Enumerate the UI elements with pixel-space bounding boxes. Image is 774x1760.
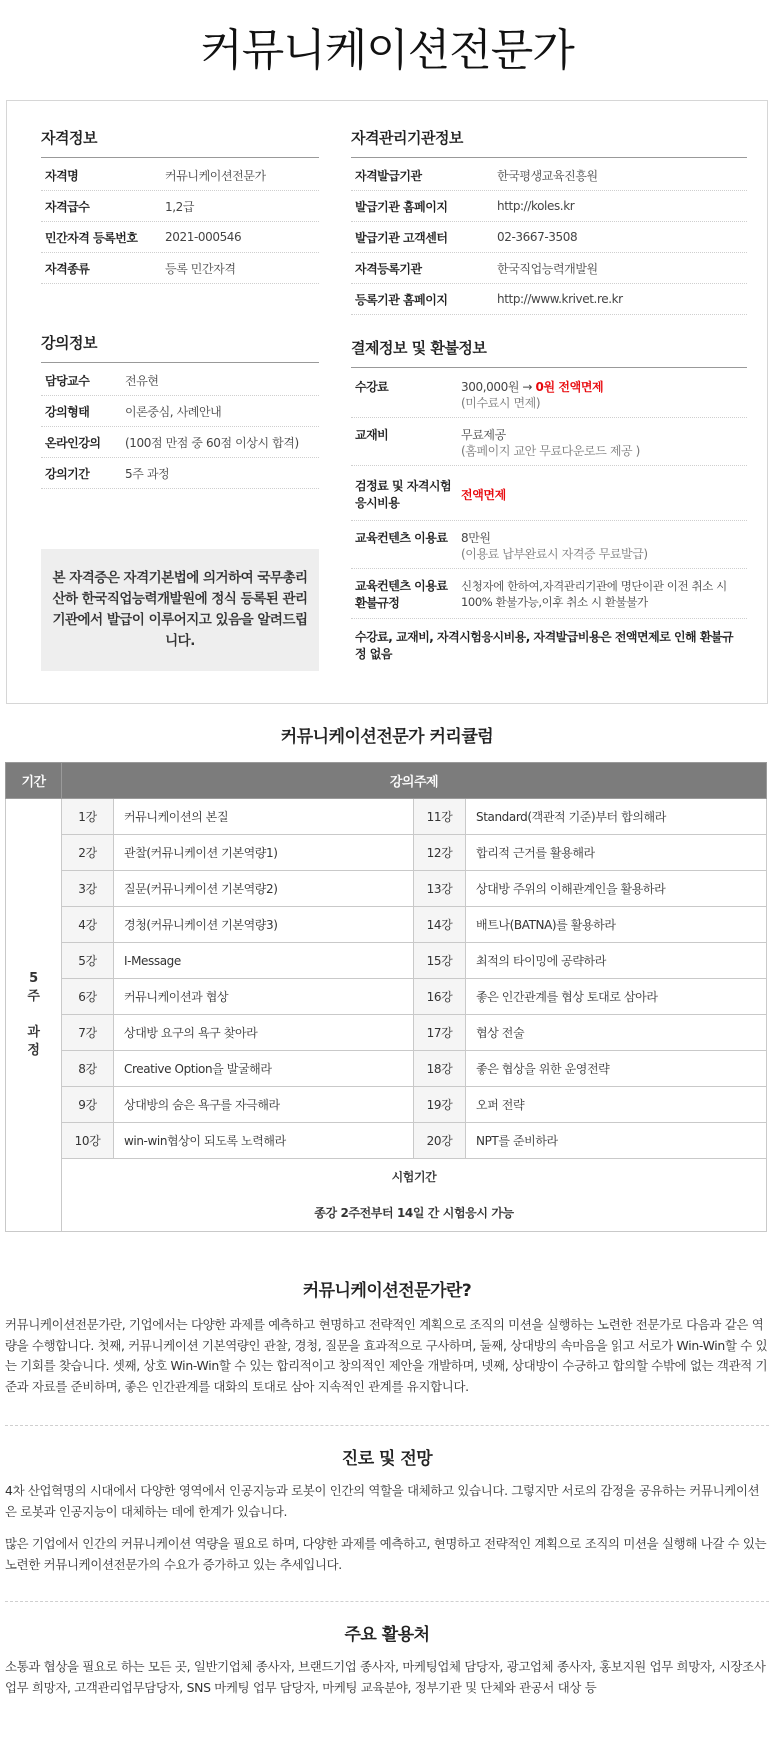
lecture-key: 강의형태	[45, 404, 90, 419]
org-key: 자격발급기관	[355, 168, 422, 183]
content-fee-sub: (이용료 납부완료시 자격증 무료발급)	[461, 547, 648, 561]
lecture-row	[41, 396, 319, 427]
lesson-topic: 상대방 요구의 욕구 찾아라	[114, 1015, 414, 1051]
lesson-topic: 커뮤니케이션의 본질	[114, 799, 414, 835]
org-value: 한국직업능력개발원	[497, 261, 598, 276]
qual-value: 2021-000546	[165, 230, 242, 244]
career-paragraph-2: 많은 기업에서 인간의 커뮤니케이션 역량을 필요로 하며, 다양한 과제를 예측하고, 현명하고 전략적인 계획으로 조직의 미션을 실행해 나갈 수 있는 노련한 커뮤니케이션전문가의 수요가 증가하고 있는 추세입니다.	[5, 1536, 767, 1572]
lecture-value: (100점 만점 중 60점 이상시 합격)	[125, 435, 299, 450]
qual-row	[41, 222, 319, 253]
lesson-number: 9강	[62, 1087, 114, 1123]
lesson-number: 1강	[62, 799, 114, 835]
table-row	[6, 979, 767, 1015]
table-row	[6, 835, 767, 871]
curriculum-table	[5, 762, 767, 1232]
lesson-topic: 좋은 인간관계를 협상 토대로 삼아라	[466, 979, 767, 1015]
career-paragraph-1: 4차 산업혁명의 시대에서 다양한 영역에서 인공지능과 로봇이 인간의 역할을 대체하고 있습니다. 그렇지만 서로의 감정을 공유하는 커뮤니케이션은 로봇과 인공지능이 대체하는 데에 한계가 있습니다.	[5, 1483, 760, 1519]
notice-box: 본 자격증은 자격기본법에 의거하여 국무총리산하 한국직업능력개발원에 정식 등록된 관리기관에서 발급이 이루어지고 있음을 알려드립니다.	[41, 549, 319, 671]
lesson-topic: 커뮤니케이션과 협상	[114, 979, 414, 1015]
lesson-number: 5강	[62, 943, 114, 979]
qual-key: 자격급수	[45, 199, 90, 214]
table-row	[6, 1051, 767, 1087]
lesson-number: 16강	[414, 979, 466, 1015]
career-section	[5, 1444, 769, 1575]
lesson-number: 2강	[62, 835, 114, 871]
book-sub: (홈페이지 교안 무료다운로드 제공 )	[461, 444, 640, 458]
org-row	[351, 284, 747, 315]
qual-key: 자격명	[45, 168, 79, 183]
info-box	[6, 100, 768, 704]
usage-body: 소통과 협상을 필요로 하는 모든 곳, 일반기업체 종사자, 브랜드기업 종사자, 마케팅업체 담당자, 광고업체 종사자, 홍보지원 업무 희망자, 시장조사 업무 희망자, 고객관리업무담당자, SNS 마케팅 업무 담당자, 마케팅 교육분야, 정부기관 및 단체와 관공서 대상 등	[5, 1659, 766, 1695]
org-row	[351, 191, 747, 222]
page-title: 커뮤니케이션전문가	[200, 25, 574, 76]
content-fee-value: 8만원	[461, 531, 491, 545]
table-row	[6, 1123, 767, 1159]
qual-key: 자격종류	[45, 261, 90, 276]
lesson-topic: I-Message	[114, 943, 414, 979]
lesson-topic: 최적의 타이밍에 공략하라	[466, 943, 767, 979]
qual-row	[41, 191, 319, 222]
period-cell: 5 주 과 정	[6, 799, 62, 1232]
curriculum-title: 커뮤니케이션전문가 커리큘럼	[280, 727, 494, 747]
org-row	[351, 160, 747, 191]
lesson-topic: 질문(커뮤니케이션 기본역량2)	[114, 871, 414, 907]
career-title: 진로 및 전망	[341, 1449, 433, 1469]
org-key: 발급기관 홈페이지	[355, 199, 448, 214]
about-title: 커뮤니케이션전문가란?	[302, 1281, 472, 1301]
lesson-number: 10강	[62, 1123, 114, 1159]
tuition-price: 300,000원 →	[461, 380, 533, 394]
payment-note: 수강료, 교재비, 자격시험응시비용, 자격발급비용은 전액면제로 인해 환불규정 없음	[355, 630, 734, 661]
lesson-topic: 좋은 협상을 위한 운영전략	[466, 1051, 767, 1087]
lesson-number: 20강	[414, 1123, 466, 1159]
org-value: 02-3667-3508	[497, 230, 578, 244]
payment-row-refund	[351, 569, 747, 619]
org-key: 등록기관 홈페이지	[355, 292, 448, 307]
divider	[5, 1601, 769, 1602]
lesson-topic: Standard(객관적 기준)부터 합의해라	[466, 799, 767, 835]
org-value: 한국평생교육진흥원	[497, 168, 598, 183]
lesson-number: 17강	[414, 1015, 466, 1051]
qual-value: 커뮤니케이션전문가	[165, 168, 266, 183]
table-row	[6, 1087, 767, 1123]
exam-title: 시험기간	[391, 1170, 437, 1184]
org-row	[351, 222, 747, 253]
payment-heading: 결제정보 및 환불정보	[351, 337, 747, 368]
qual-value: 등록 민간자격	[165, 261, 236, 276]
table-row	[6, 871, 767, 907]
lesson-number: 13강	[414, 871, 466, 907]
lesson-number: 8강	[62, 1051, 114, 1087]
lesson-topic: 오퍼 전략	[466, 1087, 767, 1123]
lesson-number: 11강	[414, 799, 466, 835]
refund-value: 신청자에 한하여,자격관리기관에 명단이관 이전 취소 시 100% 환불가능,이후 취소 시 환불불가	[461, 579, 727, 609]
lecture-value: 전유현	[125, 373, 159, 388]
lesson-topic: 관찰(커뮤니케이션 기본역량1)	[114, 835, 414, 871]
exam-fee-value: 전액면제	[461, 488, 506, 502]
lecture-row	[41, 427, 319, 458]
tuition-free-badge: 0원 전액면제	[535, 380, 604, 394]
divider	[5, 1425, 769, 1426]
payment-row-tuition	[351, 370, 747, 418]
payment-row-content	[351, 521, 747, 569]
lesson-topic: 상대방 주위의 이해관계인을 활용하라	[466, 871, 767, 907]
lecture-value: 이론중심, 사례안내	[125, 404, 222, 419]
lesson-number: 19강	[414, 1087, 466, 1123]
lesson-topic: 경청(커뮤니케이션 기본역량3)	[114, 907, 414, 943]
org-info-section	[351, 127, 747, 673]
book-label: 교재비	[355, 428, 389, 442]
exam-cell	[62, 1159, 767, 1232]
lecture-info-section	[41, 332, 319, 489]
lesson-topic: NPT를 준비하라	[466, 1123, 767, 1159]
lesson-number: 3강	[62, 871, 114, 907]
lesson-number: 6강	[62, 979, 114, 1015]
lesson-topic: 협상 전술	[466, 1015, 767, 1051]
payment-row-exam	[351, 466, 747, 521]
org-homepage-link[interactable]: http://koles.kr	[497, 199, 575, 213]
table-row	[6, 1015, 767, 1051]
qual-key: 민간자격 등록번호	[45, 230, 138, 245]
lecture-row	[41, 365, 319, 396]
payment-row-book	[351, 418, 747, 466]
lesson-topic: 상대방의 숨은 욕구를 자극해라	[114, 1087, 414, 1123]
table-row	[6, 907, 767, 943]
tuition-sub: (미수료시 면제)	[461, 396, 541, 410]
lesson-topic: Creative Option을 발굴해라	[114, 1051, 414, 1087]
lesson-number: 15강	[414, 943, 466, 979]
registry-homepage-link[interactable]: http://www.krivet.re.kr	[497, 292, 623, 306]
org-key: 자격등록기관	[355, 261, 422, 276]
book-value: 무료제공	[461, 428, 506, 442]
lesson-number: 7강	[62, 1015, 114, 1051]
usage-section	[5, 1620, 769, 1698]
lesson-topic: 배트나(BATNA)를 활용하라	[466, 907, 767, 943]
lecture-key: 담당교수	[45, 373, 90, 388]
lesson-number: 18강	[414, 1051, 466, 1087]
lesson-topic: win-win협상이 되도록 노력해라	[114, 1123, 414, 1159]
qual-info-section	[41, 127, 319, 489]
lesson-number: 4강	[62, 907, 114, 943]
org-row	[351, 253, 747, 284]
about-section	[5, 1276, 769, 1397]
exam-row	[6, 1159, 767, 1232]
qual-info-heading: 자격정보	[41, 127, 319, 158]
lecture-row	[41, 458, 319, 489]
content-fee-label: 교육컨텐츠 이용료	[355, 531, 448, 545]
table-row	[6, 799, 767, 835]
about-body: 커뮤니케이션전문가란, 기업에서는 다양한 과제를 예측하고 현명하고 전략적인 계획으로 조직의 미션을 실행하는 노련한 전문가로 다음과 같은 역량을 수행합니다. 첫째, 커뮤니케이션 기본역량인 관찰, 경청, 질문을 효과적으로 구사하며, 둘째, 상대방의 속마음을 읽고 서로가 Win-Win할 수 있는 기회를 찾습니다. 셋째, 상호 Win-Win할 수 있는 합리적이고 창의적인 제안을 개발하며, 넷째, 상대방이 수긍하고 합의할 수밖에 없는 객관적 기준과 자료를 준비하며, 좋은 인간관계를 대화의 토대로 삼아 지속적인 관계를 유지합니다.	[5, 1317, 768, 1394]
lesson-topic: 합리적 근거를 활용해라	[466, 835, 767, 871]
exam-desc: 종강 2주전부터 14일 간 시험응시 가능	[314, 1206, 514, 1220]
lecture-info-heading: 강의정보	[41, 332, 319, 363]
lecture-value: 5주 과정	[125, 466, 170, 481]
tuition-label: 수강료	[355, 380, 389, 394]
lesson-number: 14강	[414, 907, 466, 943]
org-info-heading: 자격관리기관정보	[351, 127, 747, 158]
lecture-key: 온라인강의	[45, 435, 101, 450]
col-period-header: 기간	[6, 763, 62, 799]
org-key: 발급기관 고객센터	[355, 230, 448, 245]
lesson-number: 12강	[414, 835, 466, 871]
payment-section	[351, 337, 747, 673]
qual-row	[41, 253, 319, 284]
exam-fee-label: 검정료 및 자격시험 응시비용	[355, 479, 452, 510]
qual-row	[41, 160, 319, 191]
refund-label: 교육컨텐츠 이용료 환불규정	[355, 579, 448, 610]
table-row	[6, 943, 767, 979]
usage-title: 주요 활용처	[344, 1625, 430, 1645]
col-topic-header: 강의주제	[62, 763, 767, 799]
qual-value: 1,2급	[165, 199, 195, 214]
lecture-key: 강의기간	[45, 466, 90, 481]
